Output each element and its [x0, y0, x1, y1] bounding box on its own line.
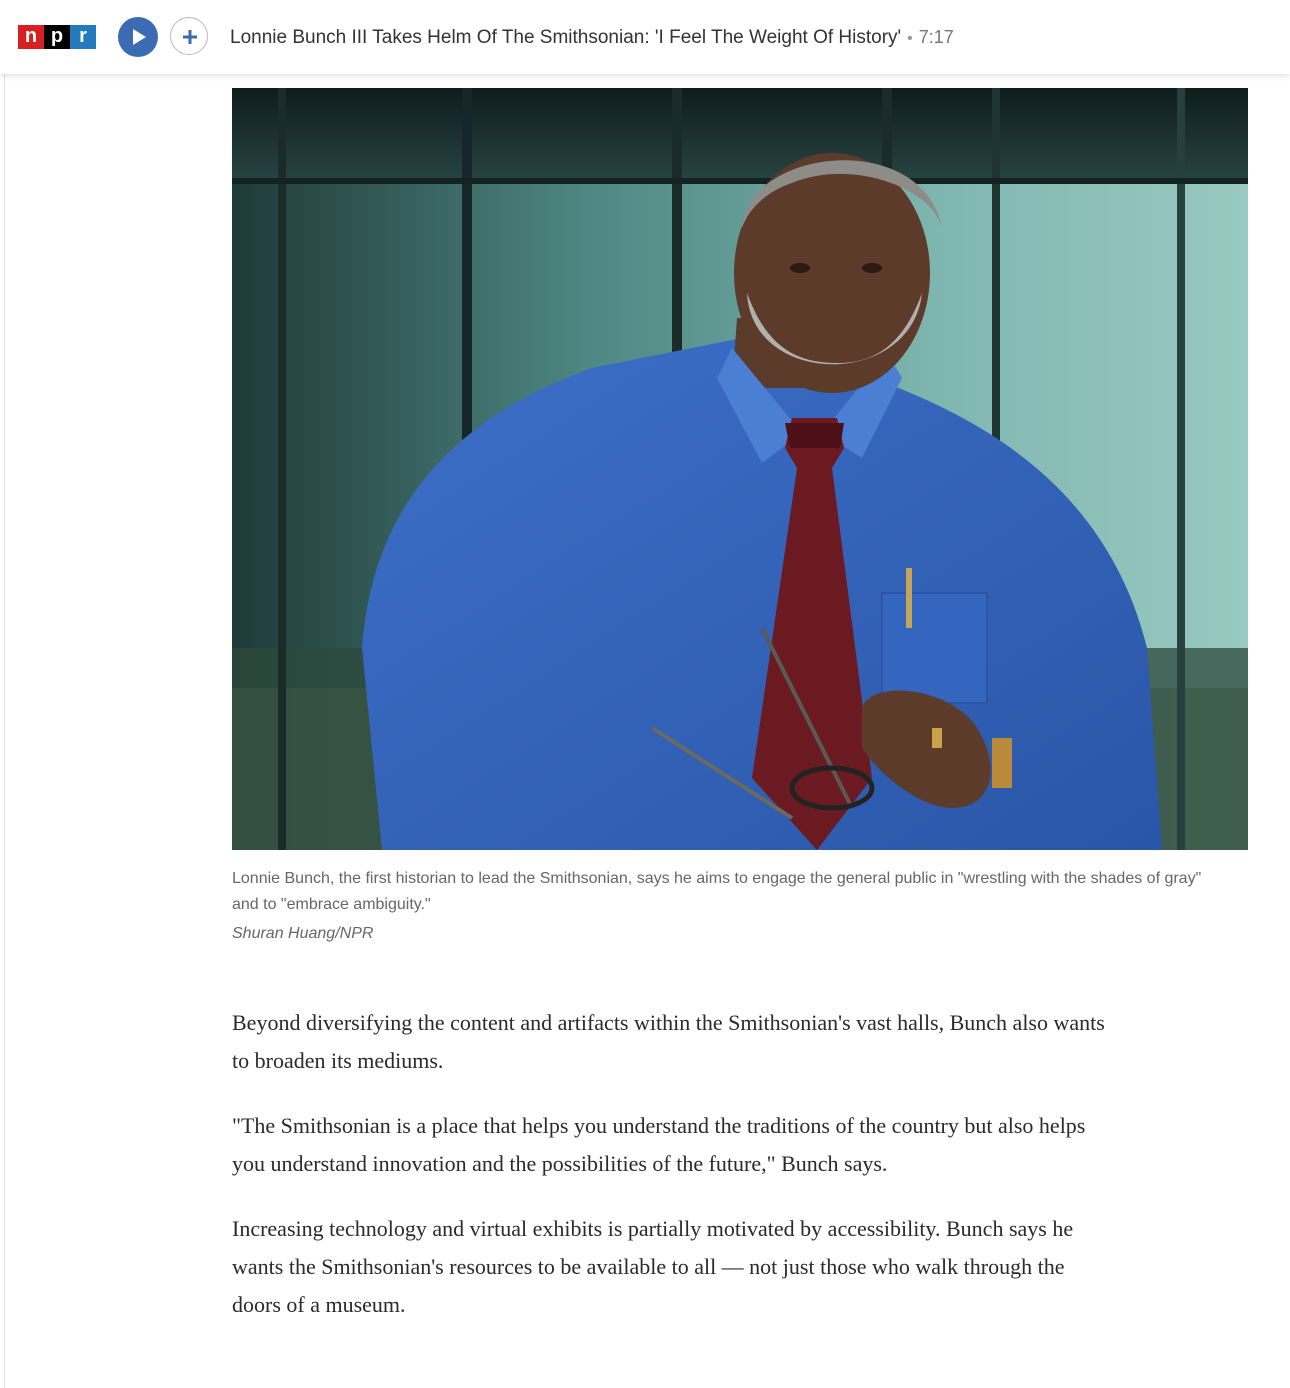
player-story-title[interactable]: [230, 24, 954, 50]
npr-logo-n: n: [18, 25, 44, 49]
title-separator: •: [907, 30, 913, 47]
add-to-playlist-button[interactable]: [170, 17, 208, 55]
paragraph: "The Smithsonian is a place that helps you understand the traditions of the country but also helps you understand innovation and the possibilities of the future," Bunch says.: [232, 1113, 1086, 1176]
npr-logo-p: p: [44, 25, 70, 49]
npr-logo-r: r: [70, 25, 96, 49]
plus-icon: [171, 18, 209, 56]
npr-logo[interactable]: [18, 25, 96, 49]
photo-caption: Lonnie Bunch, the first historian to lead the Smithsonian, says he aims to engage the general public in "wrestling with the shades of gray" and to "embrace ambiguity.": [232, 870, 1202, 913]
audio-duration: 7:17: [918, 27, 954, 47]
portrait-illustration: [232, 88, 1248, 850]
audio-player-bar: [0, 0, 1290, 74]
article-body: [232, 1004, 1112, 1351]
paragraph: Increasing technology and virtual exhibits is partially motivated by accessibility. Bunch says he wants the Smithsonian's resources to be available to all — not just those who walk through the doors of a museum.: [232, 1216, 1074, 1317]
paragraph: Beyond diversifying the content and artifacts within the Smithsonian's vast halls, Bunch also wants to broaden its mediums.: [232, 1010, 1105, 1073]
play-icon: [118, 17, 158, 57]
photo-credit: Shuran Huang/NPR: [232, 925, 374, 942]
article-photo: [232, 88, 1248, 850]
play-button[interactable]: [118, 17, 158, 57]
story-title-text: Lonnie Bunch III Takes Helm Of The Smithsonian: 'I Feel The Weight Of History': [230, 27, 902, 48]
